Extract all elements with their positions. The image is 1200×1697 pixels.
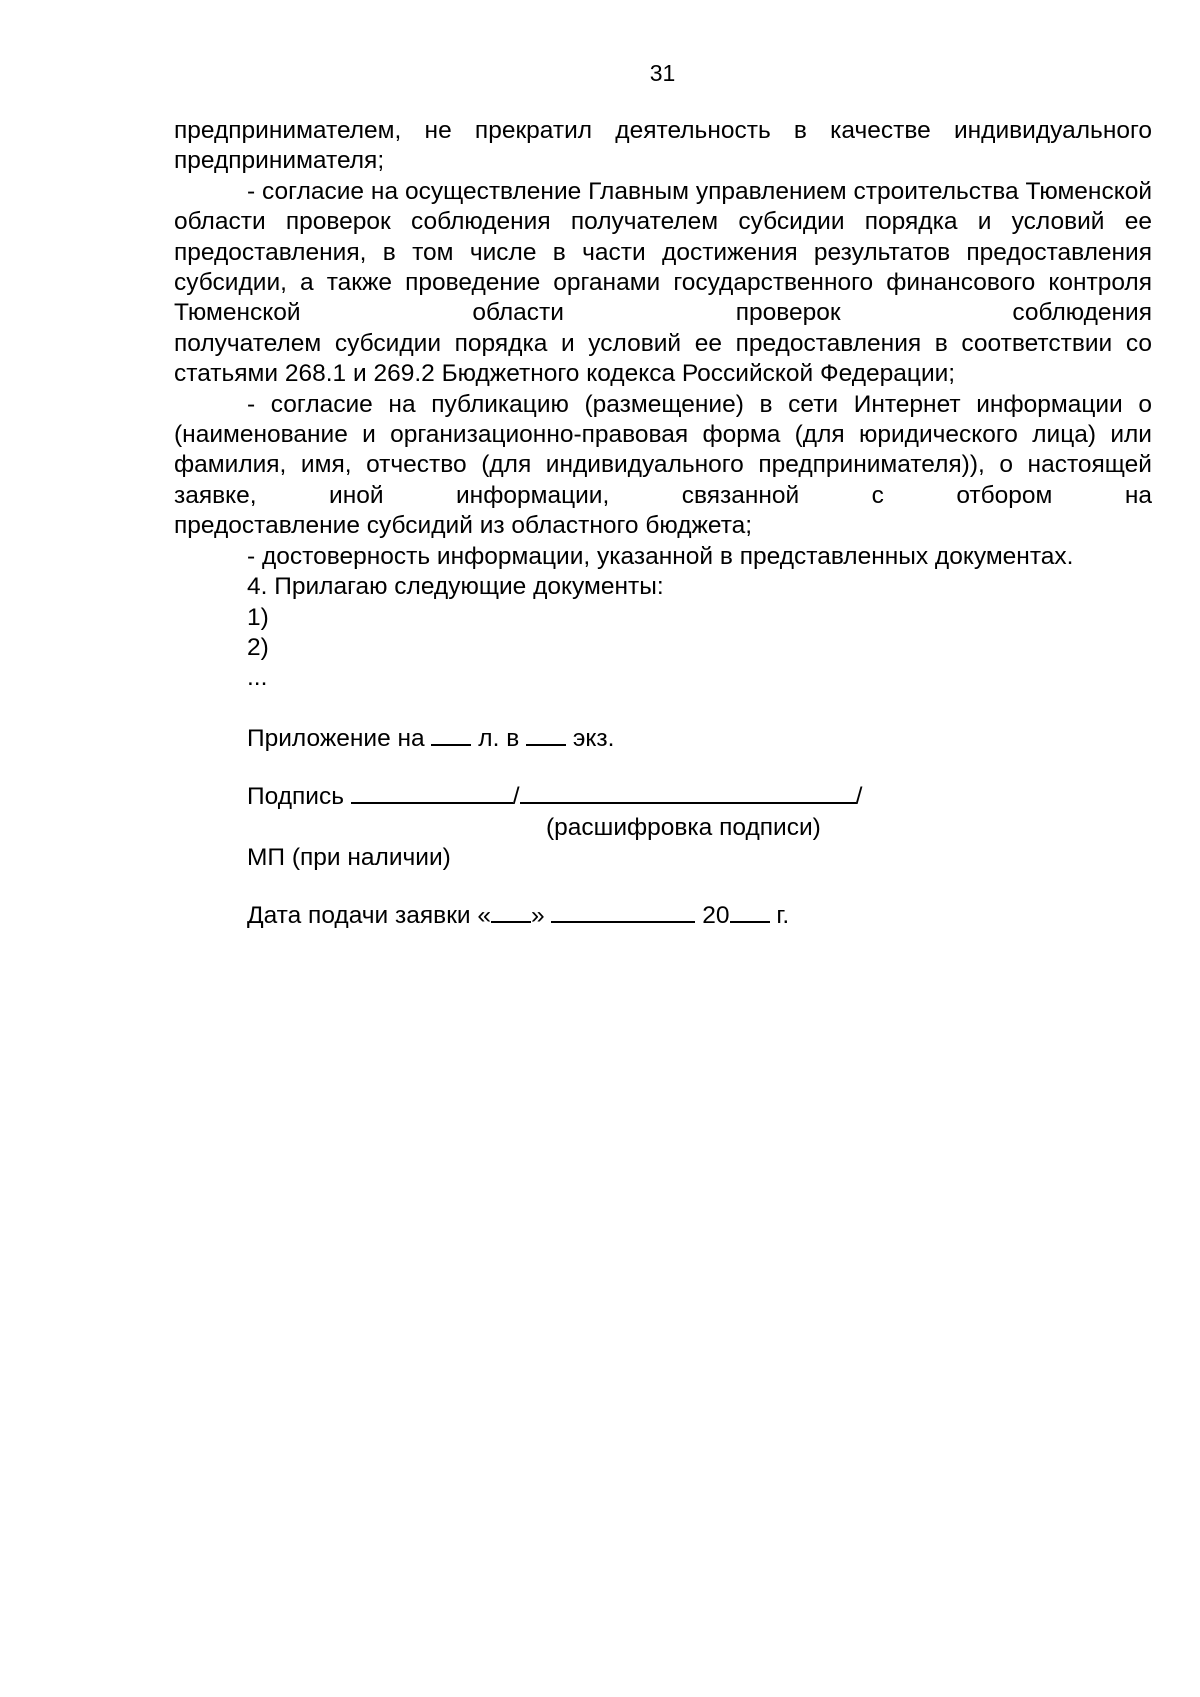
documents-ellipsis: ... [247,664,268,692]
attachment-suffix: экз. [572,724,615,752]
consent-publication-paragraph: - согласие на публикацию (размещение) в сети Интернет информации о (наименование и организационно-правовая форма (для юридического лица) или фамилия, имя, отчество (для индивидуального предпринимателя)), о настоящей заявке, иной информации, связанной с отбором на [174,390,1152,509]
consent-checks-paragraph-tail: получателем субсидии порядка и условий ее предоставления в соответствии со статьями 268.1 и 269.2 Бюджетного кодекса Российской Федерации; [174,329,1152,388]
document-item-1: 1) [247,603,269,631]
signature-blank[interactable] [351,782,513,804]
signature-caption: (расшифровка подписи) [546,813,821,841]
continuation-line-1: предпринимателем, не прекратил деятельность в качестве индивидуального [174,117,1152,144]
page-number: 31 [649,60,676,86]
consent-checks-paragraph: - согласие на осуществление Главным управлением строительства Тюменской области проверок соблюдения получателем субсидии порядка и условий ее предоставления, в том числе в части достижения результатов предоставления субсидии, а также проведение органами государственного финансового контроля Тюменской области проверок соблюдения [174,177,1152,327]
spacer [174,873,1152,901]
signature-slash-left: / [512,783,520,811]
reliability-paragraph: - достоверность информации, указанной в представленных документах. [247,542,1074,570]
date-line [174,901,1152,931]
signature-line [174,782,1152,812]
copies-count-blank[interactable] [526,724,566,746]
signature-label: Подпись [247,783,344,811]
year-prefix: 20 [702,902,730,930]
month-blank[interactable] [551,901,695,923]
documents-heading: 4. Прилагаю следующие документы: [247,573,664,601]
attachment-line [174,724,1152,754]
document-item-2: 2) [247,633,269,661]
year-blank[interactable] [730,901,770,923]
sheet-count-blank[interactable] [431,724,471,746]
consent-publication-paragraph-tail: предоставление субсидий из областного бюджета; [174,512,753,540]
year-suffix: г. [776,902,790,930]
date-label: Дата подачи заявки « [247,902,492,930]
document-body [174,116,1152,932]
signature-decoding-blank[interactable] [520,782,856,804]
stamp-label: МП (при наличии) [247,843,451,871]
attachment-middle: л. в [478,724,520,752]
date-close-quote: » [531,902,545,930]
signature-slash-right: / [855,783,863,811]
attachment-prefix: Приложение на [247,724,425,752]
continuation-line-2: предпринимателя; [174,147,385,175]
day-blank[interactable] [491,901,531,923]
spacer [174,694,1152,724]
spacer [174,754,1152,782]
